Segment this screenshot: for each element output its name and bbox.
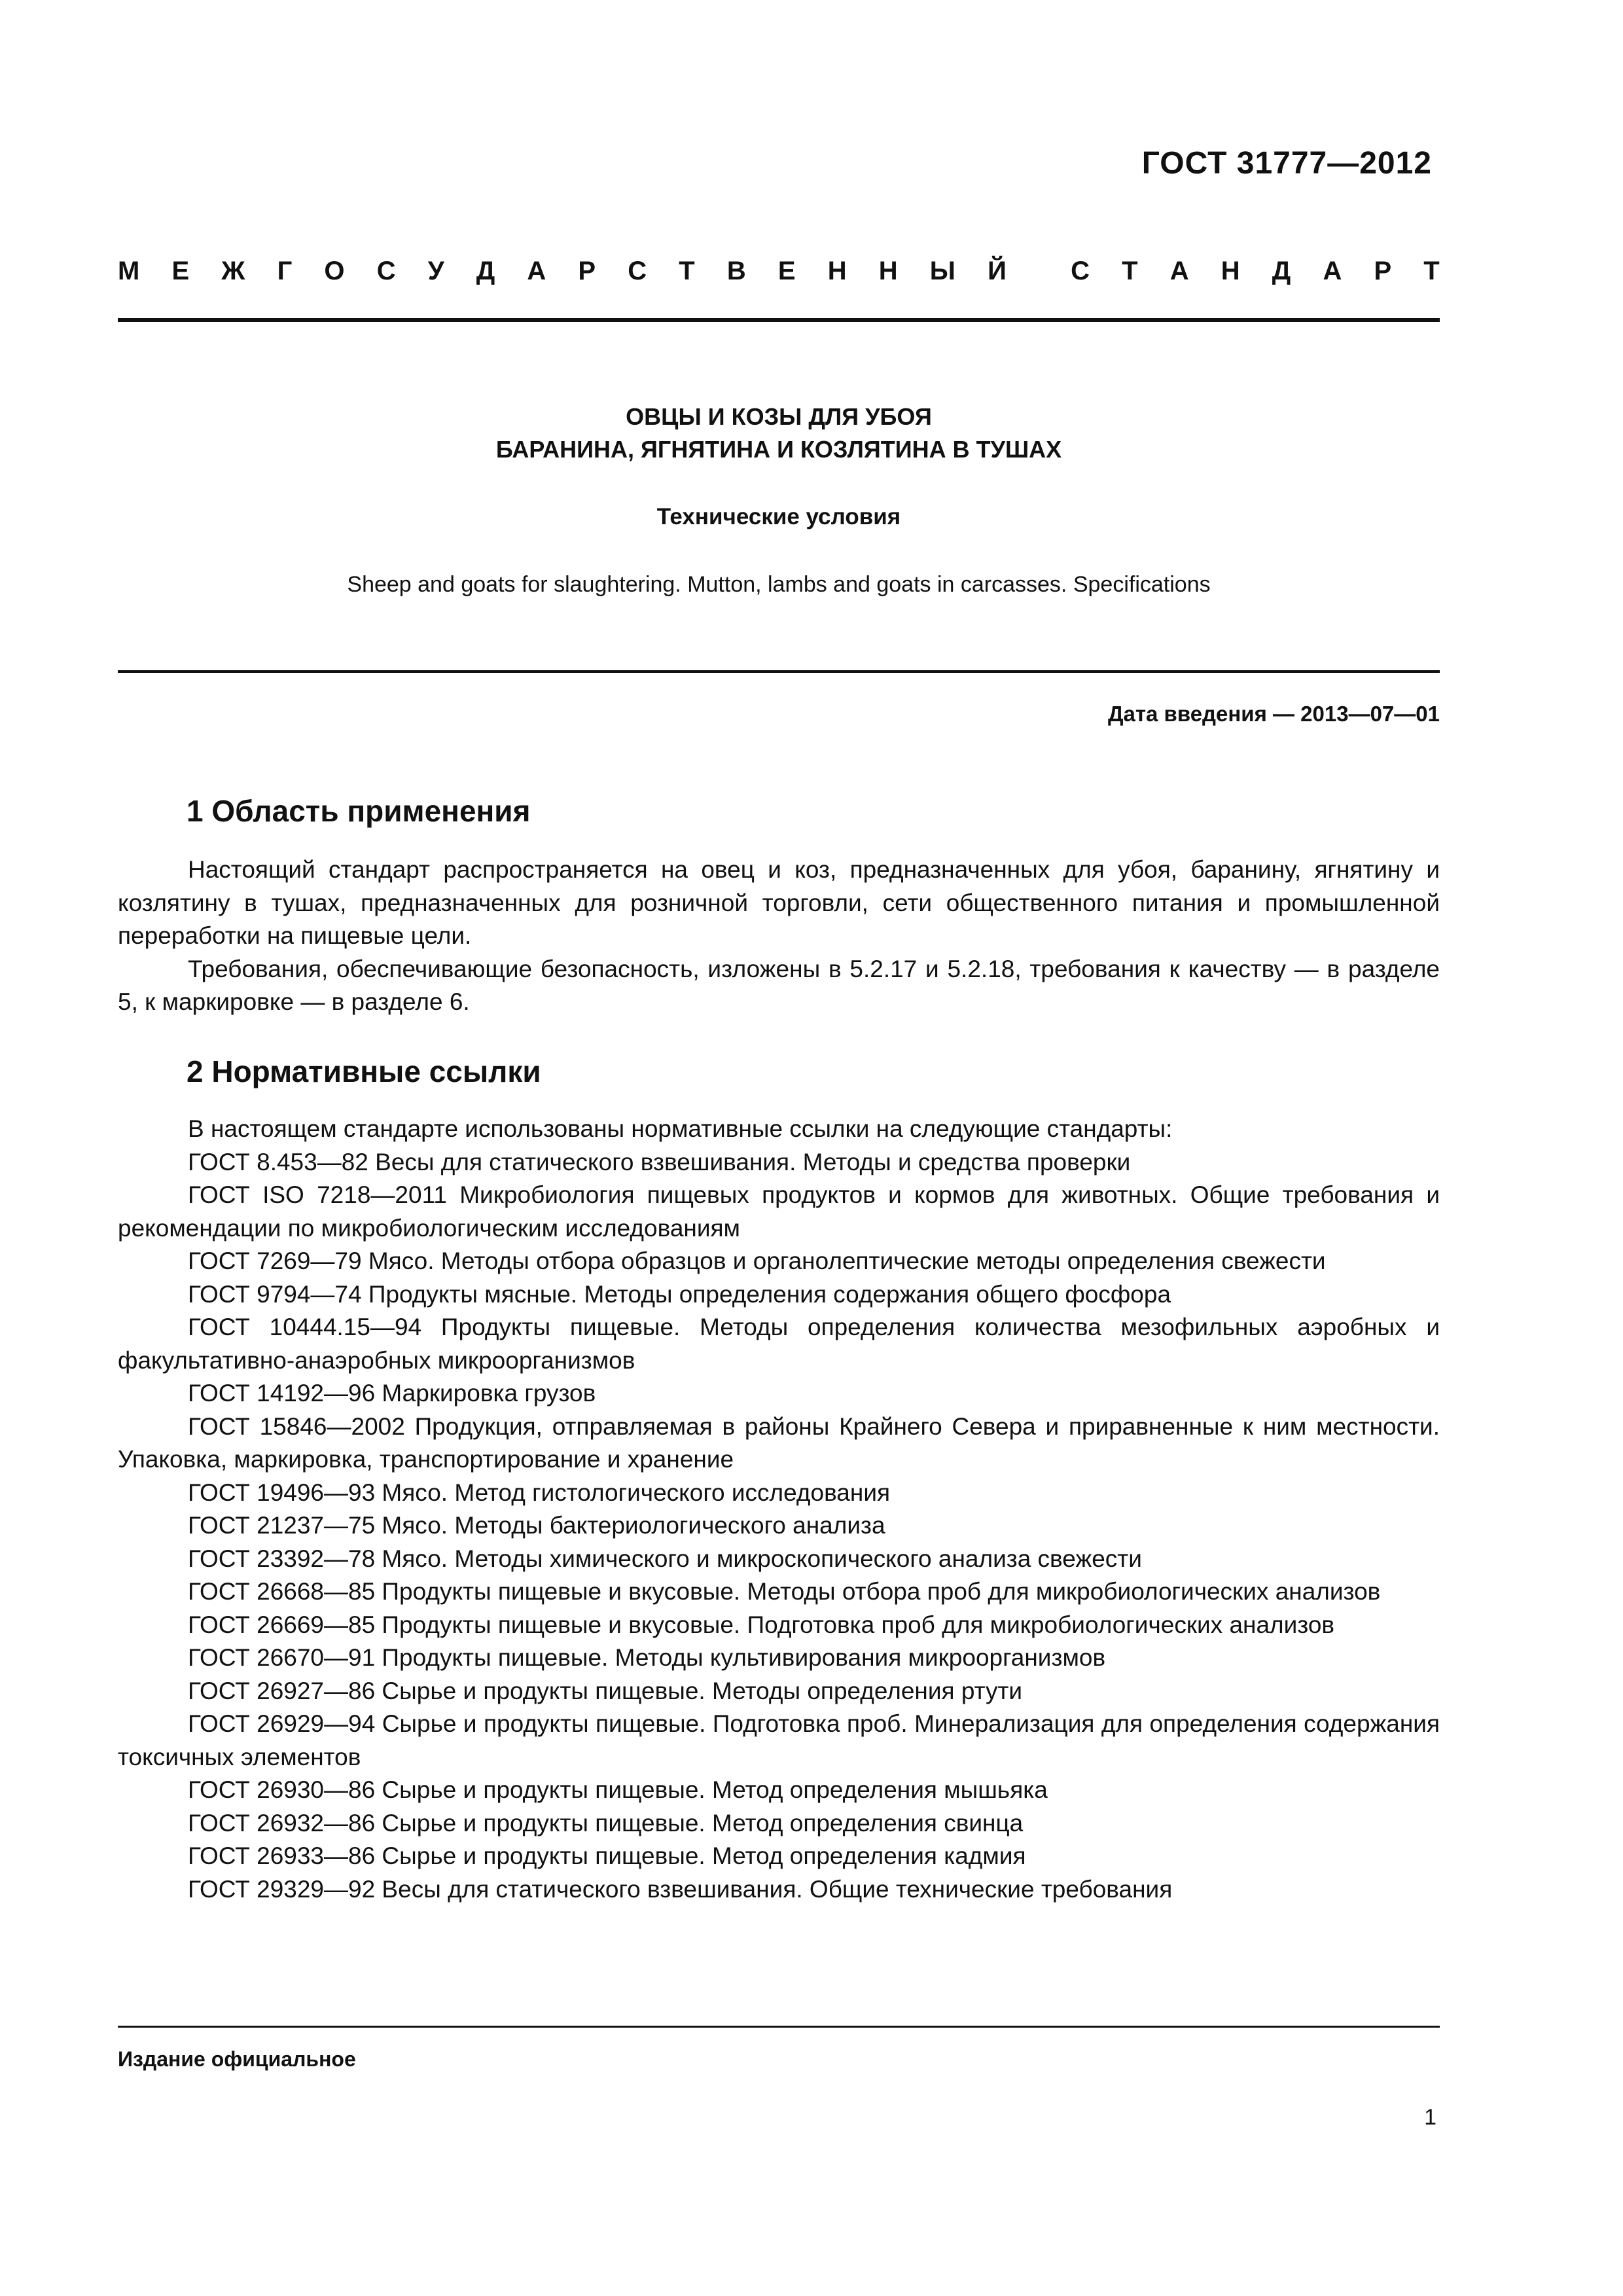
reference-item: ГОСТ 26932—86 Сырье и продукты пищевые. Метод определения свинца bbox=[188, 1809, 1024, 1837]
standard-type-letter: Д bbox=[1272, 257, 1291, 285]
title-block bbox=[118, 401, 1440, 466]
document-subtitle: Технические условия bbox=[656, 504, 901, 529]
paragraph: Настоящий стандарт распространяется на овец и коз, предназначенных для убоя, баранину, ягнятину и козлятину в тушах, предназначенных для розничной торговли, сети общественного питания и промышленной переработки на пищевые цели. bbox=[118, 856, 1440, 949]
section-1-heading: 1 Область применения bbox=[187, 794, 531, 828]
header-divider bbox=[118, 318, 1440, 322]
section-1-body bbox=[118, 853, 1440, 1019]
title-line-2: БАРАНИНА, ЯГНЯТИНА И КОЗЛЯТИНА В ТУШАХ bbox=[495, 436, 1062, 463]
standard-type-heading bbox=[118, 257, 1440, 286]
standard-type-letter: Е bbox=[171, 257, 190, 285]
reference-item: ГОСТ 26669—85 Продукты пищевые и вкусовые. Подготовка проб для микробиологических анализов bbox=[188, 1611, 1335, 1638]
standard-type-letter: А bbox=[1323, 257, 1342, 285]
standard-type-letter: С bbox=[628, 257, 647, 285]
paragraph: Требования, обеспечивающие безопасность, изложены в 5.2.17 и 5.2.18, требования к качеству — в разделе 5, к маркировке — в разделе 6. bbox=[118, 955, 1440, 1015]
reference-item: ГОСТ 26929—94 Сырье и продукты пищевые. Подготовка проб. Минерализация для определения содержания токсичных элементов bbox=[118, 1710, 1440, 1770]
reference-item: ГОСТ 10444.15—94 Продукты пищевые. Методы определения количества мезофильных аэробных и факультативно-анаэробных микроорганизмов bbox=[118, 1314, 1440, 1374]
title-line-1: ОВЦЫ И КОЗЫ ДЛЯ УБОЯ bbox=[626, 403, 932, 430]
english-title: Sheep and goats for slaughtering. Mutton, lambs and goats in carcasses. Specifications bbox=[347, 572, 1211, 597]
page-number: 1 bbox=[1424, 2105, 1436, 2130]
reference-item: ГОСТ 7269—79 Мясо. Методы отбора образцов и органолептические методы определения свежести bbox=[188, 1247, 1326, 1274]
standard-type-letter: О bbox=[324, 257, 345, 285]
reference-item: ГОСТ 15846—2002 Продукция, отправляемая в районы Крайнего Севера и приравненные к ним местности. Упаковка, маркировка, транспортирование и хранение bbox=[118, 1412, 1440, 1473]
reference-item: ГОСТ 29329—92 Весы для статического взвешивания. Общие технические требования bbox=[188, 1875, 1173, 1903]
reference-item: ГОСТ 26670—91 Продукты пищевые. Методы культивирования микроорганизмов bbox=[188, 1644, 1106, 1671]
title-divider bbox=[118, 670, 1440, 673]
standard-type-letter: У bbox=[427, 257, 444, 285]
standard-type-letter: А bbox=[527, 257, 546, 285]
standard-type-letter: Е bbox=[777, 257, 796, 285]
section-2-body bbox=[118, 1113, 1440, 1906]
standard-type-letter: Ы bbox=[929, 257, 955, 285]
reference-item: ГОСТ 23392—78 Мясо. Методы химического и микроскопического анализа свежести bbox=[188, 1545, 1142, 1572]
reference-item: ГОСТ 26927—86 Сырье и продукты пищевые. Методы определения ртути bbox=[188, 1677, 1023, 1704]
references-intro: В настоящем стандарте использованы нормативные ссылки на следующие стандарты: bbox=[188, 1115, 1173, 1142]
standard-type-letter: Й bbox=[988, 257, 1007, 285]
document-number: ГОСТ 31777—2012 bbox=[1141, 146, 1432, 181]
standard-type-letter: Т bbox=[1122, 257, 1138, 285]
reference-item: ГОСТ 26930—86 Сырье и продукты пищевые. Метод определения мышьяка bbox=[188, 1776, 1048, 1803]
introduction-date: Дата введения — 2013—07—01 bbox=[1108, 702, 1440, 726]
standard-type-letter: С bbox=[376, 257, 396, 285]
standard-type-letter: Р bbox=[578, 257, 596, 285]
standard-type-letter: Ж bbox=[221, 257, 245, 285]
reference-item: ГОСТ 8.453—82 Весы для статического взвешивания. Методы и средства проверки bbox=[188, 1148, 1131, 1175]
standard-type-letter: Н bbox=[1221, 257, 1240, 285]
edition-label: Издание официальное bbox=[118, 2047, 356, 2071]
standard-type-letter: Т bbox=[679, 257, 695, 285]
section-2-heading: 2 Нормативные ссылки bbox=[187, 1054, 541, 1088]
reference-item: ГОСТ 14192—96 Маркировка грузов bbox=[188, 1380, 596, 1407]
reference-item: ГОСТ 9794—74 Продукты мясные. Методы определения содержания общего фосфора bbox=[188, 1280, 1171, 1308]
reference-item: ГОСТ 19496—93 Мясо. Метод гистологического исследования bbox=[188, 1479, 891, 1506]
standard-type-letter: Н bbox=[878, 257, 898, 285]
standard-type-letter: Т bbox=[1423, 257, 1440, 285]
standard-type-letter: Р bbox=[1374, 257, 1392, 285]
standard-type-letter: Н bbox=[827, 257, 847, 285]
standard-type-letter: В bbox=[726, 257, 746, 285]
standard-type-letter: С bbox=[1071, 257, 1090, 285]
reference-item: ГОСТ 26668—85 Продукты пищевые и вкусовые. Методы отбора проб для микробиологических анализов bbox=[188, 1578, 1381, 1605]
reference-item: ГОСТ ISO 7218—2011 Микробиология пищевых продуктов и кормов для животных. Общие требования и рекомендации по микробиологическим исследованиям bbox=[118, 1181, 1440, 1242]
standard-type-letter: А bbox=[1169, 257, 1189, 285]
standard-type-letter: М bbox=[118, 257, 140, 285]
reference-item: ГОСТ 21237—75 Мясо. Методы бактериологического анализа bbox=[188, 1512, 885, 1539]
standard-type-letter: Д bbox=[476, 257, 495, 285]
footer-divider bbox=[118, 2026, 1440, 2028]
reference-item: ГОСТ 26933—86 Сырье и продукты пищевые. Метод определения кадмия bbox=[188, 1842, 1026, 1869]
standard-type-letter: Г bbox=[277, 257, 293, 285]
